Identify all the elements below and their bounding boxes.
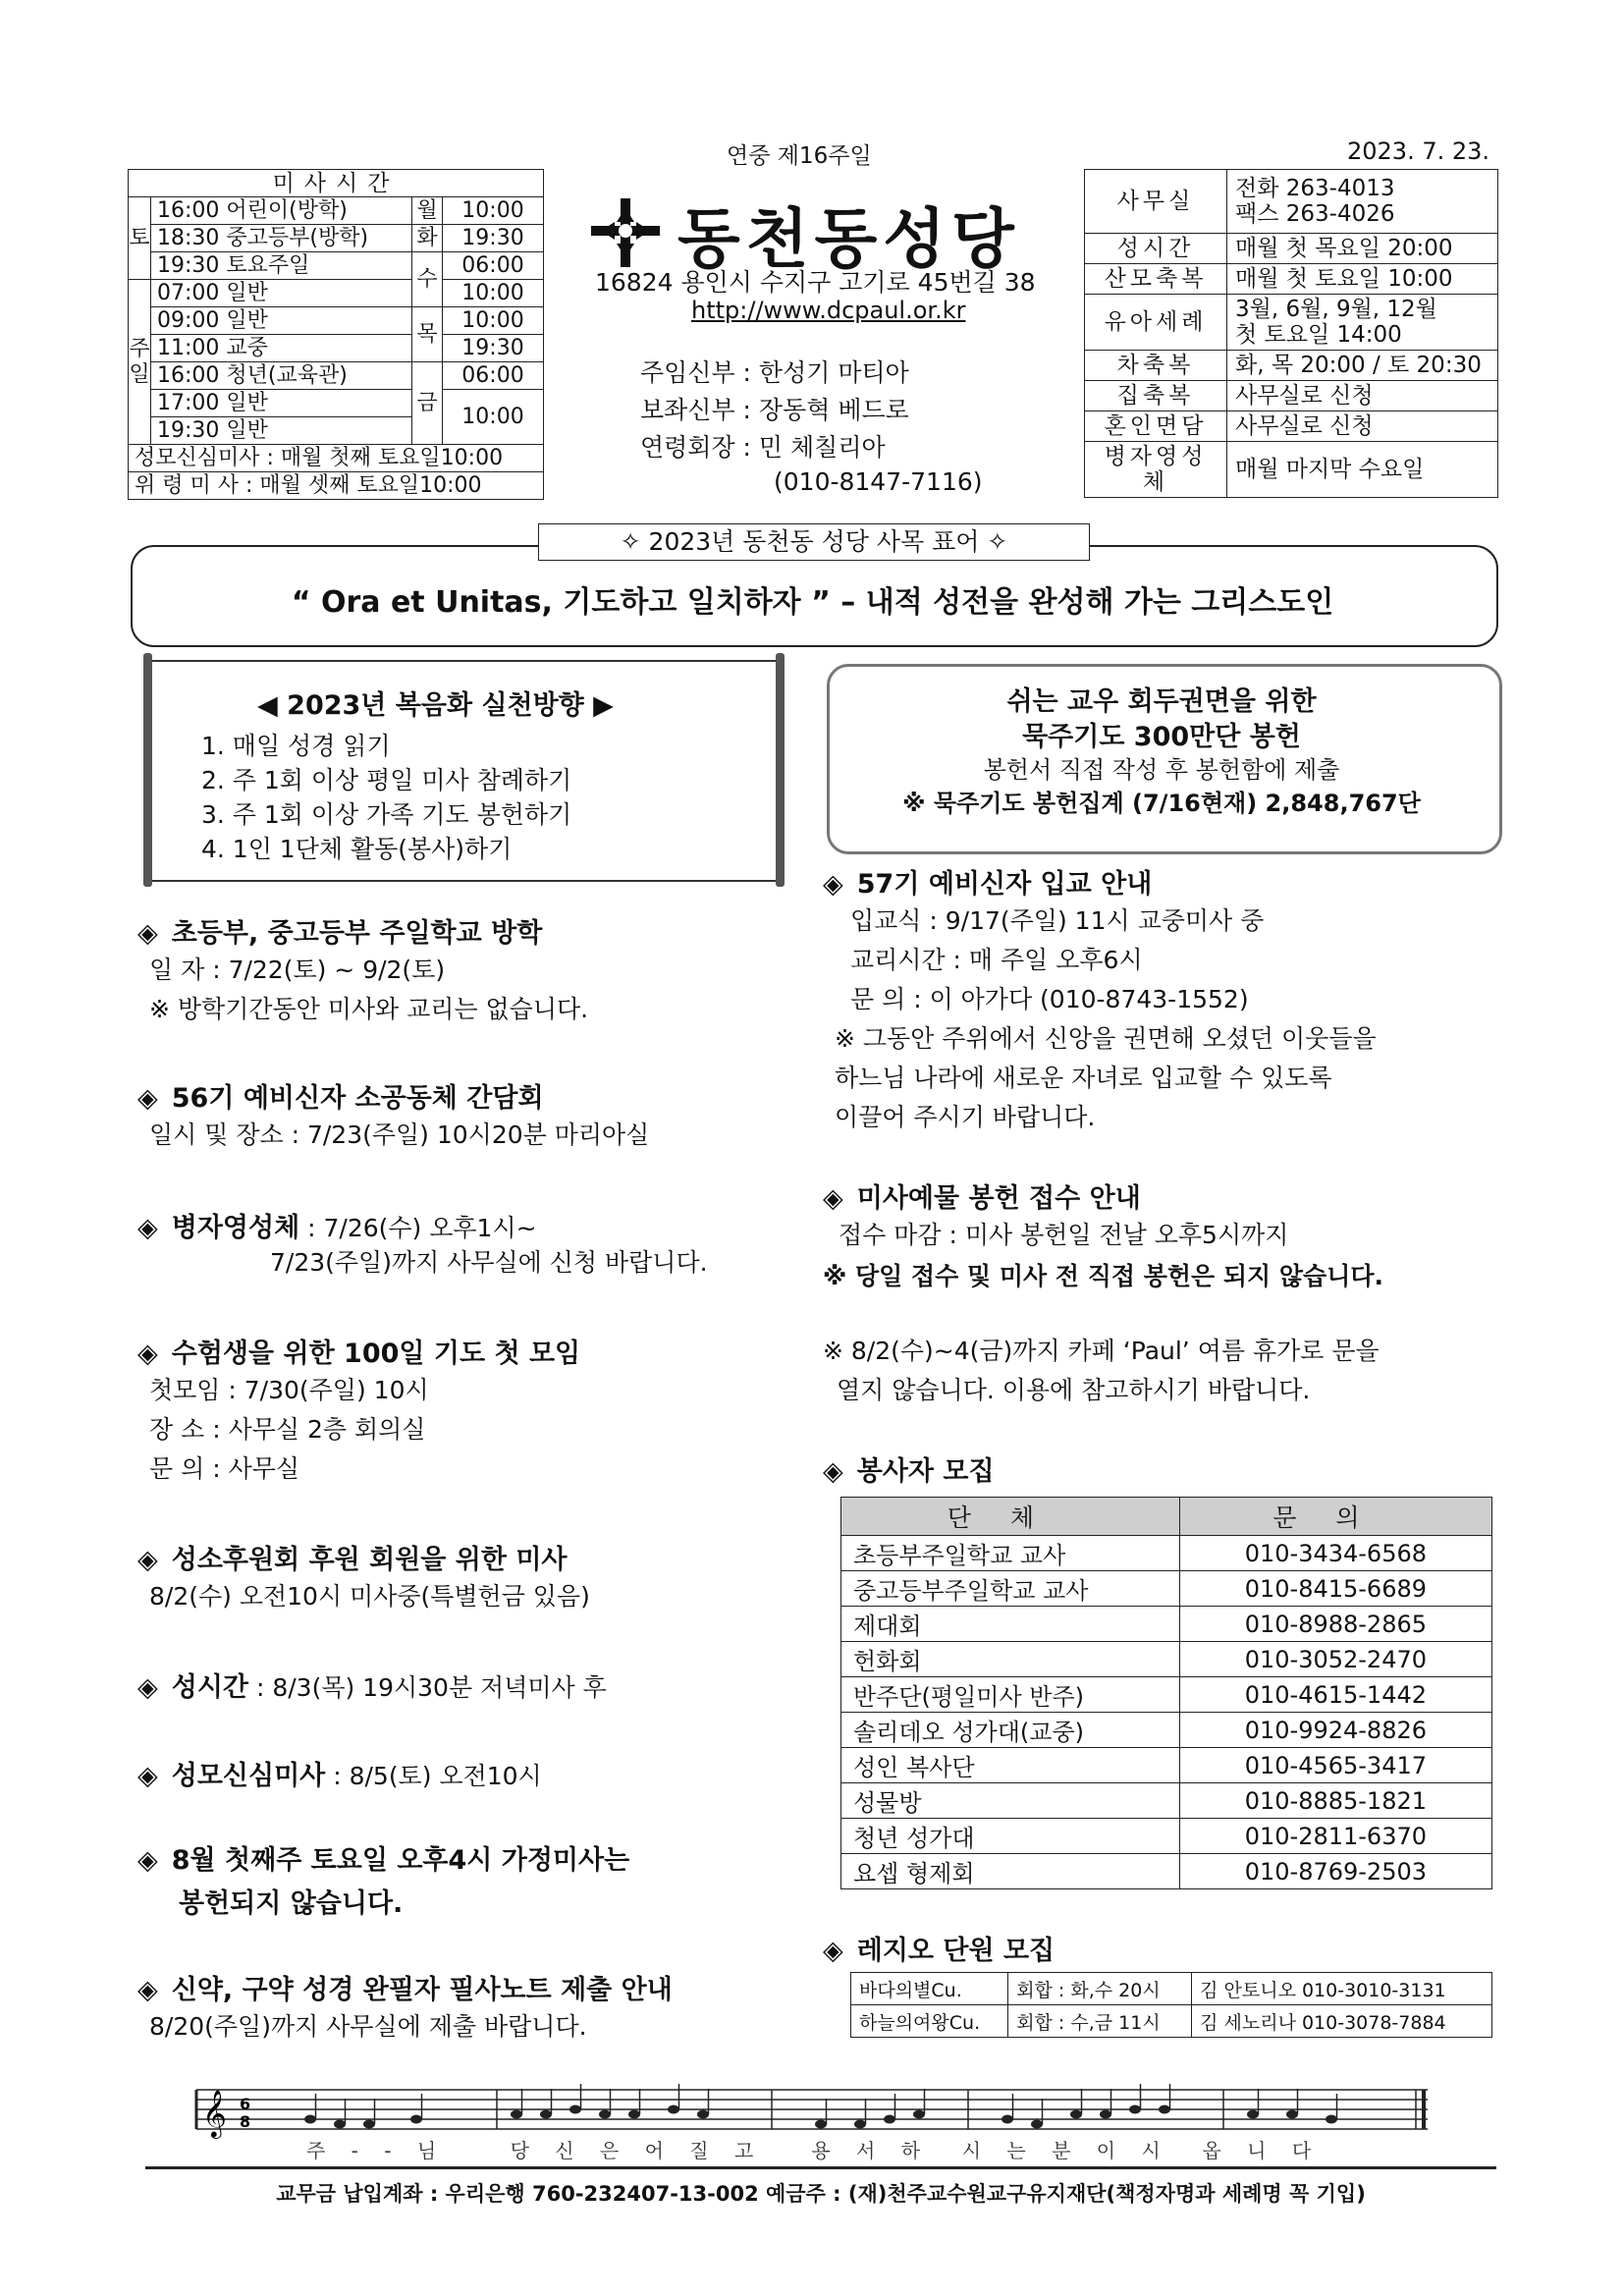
weekday-time: 19:30: [443, 335, 544, 362]
notice-offering-title: ◈ 미사예물 봉헌 접수 안내: [823, 1183, 1141, 1214]
weekday-time: 19:30: [443, 225, 544, 252]
note-head: [1129, 2105, 1141, 2114]
notice-catechumen-entry-title: ◈ 57기 예비신자 입교 안내: [823, 869, 1153, 900]
diamond-icon: ◈: [137, 1761, 158, 1791]
footer-account: 교무금 납입계좌 : 우리은행 760-232407-13-002 예금주 : (재)천주교수원교구유지재단(책정자명과 세례명 꼭 기입): [276, 2182, 1366, 2206]
volunteer-row: [841, 1713, 1492, 1748]
mass-time-name: 16:00 어린이(방학): [151, 197, 412, 225]
notice-holy-hour-title: ◈ 성시간 : 8/3(목) 19시30분 저녁미사 후: [137, 1672, 607, 1703]
volunteer-row: [841, 1748, 1492, 1783]
saturday-label: 토: [129, 197, 151, 280]
note-head: [884, 2115, 895, 2124]
church-name: 동천동성당: [677, 201, 1020, 277]
notice-sick-communion-line-1: 7/23(주일)까지 사무실에 신청 바랍니다.: [270, 1248, 708, 1277]
note-head: [304, 2115, 316, 2124]
diamond-icon: ◈: [137, 1083, 158, 1114]
offering-line-2: ※ 당일 접수 및 미사 전 직접 봉헌은 되지 않습니다.: [823, 1262, 1383, 1290]
motto-text: “ Ora et Unitas, 기도하고 일치하자 ” – 내적 성전을 완성해 가는 그리스도인: [291, 585, 1334, 620]
legio-name: 바다의별Cu.: [851, 1973, 1008, 2005]
scroll-rod-right: [776, 653, 785, 887]
bulletin-date: 2023. 7. 23.: [1347, 137, 1490, 165]
volunteer-row: [841, 1677, 1492, 1713]
weekday-label: 수: [412, 252, 443, 307]
office-row: [1085, 351, 1498, 381]
notice-sick-communion-title: ◈ 병자영성체 : 7/26(수) 오후1시~: [137, 1213, 537, 1243]
note-head: [1100, 2110, 1111, 2119]
volunteer-group: 초등부주일학교 교사: [841, 1536, 1180, 1571]
notice-vocation-mass-line-1: 8/2(수) 오전10시 미사중(특별헌금 있음): [149, 1582, 590, 1611]
note-head: [1159, 2105, 1170, 2114]
volunteer-row: [841, 1819, 1492, 1854]
note-head: [815, 2120, 827, 2129]
volunteer-phone: 010-9924-8826: [1179, 1713, 1491, 1748]
office-row: [1085, 411, 1498, 442]
notice-school-vacation-line-2: ※ 방학기간동안 미사와 교리는 없습니다.: [149, 995, 589, 1023]
mass-row: [129, 307, 544, 335]
notice-school-vacation-line-1: 일 자 : 7/22(토) ~ 9/2(토): [149, 956, 446, 984]
diamond-icon: ◈: [823, 1936, 843, 1966]
office-label: 혼인면담: [1085, 411, 1227, 442]
notice-vocation-mass-title: ◈ 성소후원회 후원 회원을 위한 미사: [137, 1545, 568, 1575]
weekday-time: 10:00: [443, 390, 544, 445]
weekday-time: 06:00: [443, 252, 544, 280]
notice-home-mass-title: ◈ 8월 첫째주 토요일 오후4시 가정미사는: [137, 1845, 630, 1876]
notice-legio-title: ◈ 레지오 단원 모집: [823, 1936, 1056, 1966]
president-phone: (010-8147-7116): [774, 467, 983, 496]
volunteer-row: [841, 1854, 1492, 1889]
volunteer-row: [841, 1571, 1492, 1607]
note-head: [1070, 2110, 1082, 2119]
weekday-time: 10:00: [443, 197, 544, 225]
note-head: [511, 2110, 522, 2119]
assistant-pastor-name: 보좌신부 : 장동혁 베드로: [640, 396, 909, 424]
volunteer-group: 제대회: [841, 1607, 1180, 1642]
legio-row: [851, 1973, 1492, 2005]
notice-catechumen-meeting-line-1: 일시 및 장소 : 7/23(주일) 10시20분 마리아실: [149, 1121, 650, 1149]
diamond-icon: ◈: [137, 1545, 158, 1575]
note-head: [1286, 2110, 1298, 2119]
mass-time-name: 11:00 교중: [151, 335, 412, 362]
motto-title: ✧ 2023년 동천동 성당 사목 표어 ✧: [538, 523, 1090, 561]
office-label: 집축복: [1085, 381, 1227, 411]
notice-volunteer-title: ◈ 봉사자 모집: [823, 1456, 995, 1487]
volunteer-phone: 010-8415-6689: [1179, 1571, 1491, 1607]
diamond-icon: ◈: [137, 1672, 158, 1703]
volunteer-row: [841, 1607, 1492, 1642]
svg-text:6: 6: [240, 2095, 251, 2113]
mass-schedule-table: [128, 169, 544, 500]
church-url[interactable]: http://www.dcpaul.or.kr: [691, 297, 966, 324]
mass-row: [129, 225, 544, 252]
offering-line-1: 접수 마감 : 미사 봉헌일 전날 오후5시까지: [839, 1221, 1289, 1249]
rosary-line-4: ※ 묵주기도 봉헌집계 (7/16현재) 2,848,767단: [902, 790, 1421, 817]
music-lyrics: 주 - - 님 당 신 은 어 질 고 용 서 하 시 는 분 이 시 옵 니 다: [306, 2139, 1322, 2162]
evangel-item-3: 3. 주 1회 이상 가족 기도 봉헌하기: [201, 800, 572, 829]
volunteer-col-group: 단체: [841, 1498, 1180, 1536]
office-row: [1085, 234, 1498, 264]
treble-clef-icon: 𝄞: [202, 2089, 227, 2137]
note-head: [410, 2115, 422, 2124]
office-value: 사무실로 신청: [1227, 411, 1498, 442]
svg-text:8: 8: [240, 2112, 251, 2131]
note-head: [569, 2105, 581, 2114]
notice-school-vacation-title: ◈ 초등부, 중고등부 주일학교 방학: [137, 918, 543, 949]
note-head: [1031, 2120, 1043, 2129]
week-title: 연중 제16주일: [727, 143, 872, 169]
note-head: [599, 2110, 611, 2119]
office-info-table: [1084, 169, 1498, 498]
volunteer-row: [841, 1783, 1492, 1819]
notice-exam-prayer-title: ◈ 수험생을 위한 100일 기도 첫 모임: [137, 1339, 581, 1369]
weekday-time: 10:00: [443, 307, 544, 335]
note-head: [363, 2120, 375, 2129]
catechumen-line-2: 교리시간 : 매 주일 오후6시: [850, 946, 1143, 974]
rosary-line-2: 묵주기도 300만단 봉헌: [1022, 722, 1301, 752]
note-head: [854, 2120, 866, 2129]
notice-marian-mass-title: ◈ 성모신심미사 : 8/5(토) 오전10시: [137, 1761, 542, 1791]
mass-note-2: 위 령 미 사 : 매월 셋째 토요일10:00: [129, 472, 544, 500]
volunteer-phone: 010-8988-2865: [1179, 1607, 1491, 1642]
diamond-icon: ◈: [137, 1975, 158, 2005]
evangel-item-1: 1. 매일 성경 읽기: [201, 732, 391, 760]
office-label: 사무실: [1085, 170, 1227, 234]
note-head: [1326, 2115, 1337, 2124]
diamond-icon: ◈: [137, 1339, 158, 1369]
evangel-item-4: 4. 1인 1단체 활동(봉사)하기: [201, 835, 513, 863]
diamond-icon: ◈: [137, 918, 158, 949]
diamond-icon: ◈: [823, 869, 843, 900]
legio-table: [850, 1972, 1492, 2038]
mass-time-name: 16:00 청년(교육관): [151, 362, 412, 390]
scroll-rod-left: [143, 653, 152, 887]
office-value: 매월 마지막 수요일: [1227, 442, 1498, 498]
office-label: 산모축복: [1085, 264, 1227, 295]
catechumen-line-4: ※ 그동안 주위에서 신앙을 권면해 오셨던 이웃들을: [835, 1024, 1377, 1053]
mass-row: [129, 335, 544, 362]
diamond-icon: ◈: [823, 1456, 843, 1487]
volunteer-phone: 010-8885-1821: [1179, 1783, 1491, 1819]
mass-row: [129, 362, 544, 390]
note-head: [540, 2110, 552, 2119]
mass-row: [129, 197, 544, 225]
note-head: [1247, 2110, 1259, 2119]
mass-time-name: 07:00 일반: [151, 280, 412, 307]
president-name: 연령회장 : 민 체칠리아: [640, 433, 886, 462]
diamond-icon: ◈: [137, 1845, 158, 1876]
weekday-label: 목: [412, 307, 443, 362]
volunteer-phone: 010-3434-6568: [1179, 1536, 1491, 1571]
volunteer-group: 성인 복사단: [841, 1748, 1180, 1783]
diamond-icon: ◈: [137, 1213, 158, 1243]
legio-contact: 김 안토니오 010-3010-3131: [1192, 1973, 1492, 2005]
catechumen-line-5: 하느님 나라에 새로운 자녀로 입교할 수 있도록: [835, 1064, 1332, 1092]
volunteer-phone: 010-8769-2503: [1179, 1854, 1491, 1889]
volunteer-group: 청년 성가대: [841, 1819, 1180, 1854]
note-head: [668, 2105, 679, 2114]
office-label: 성시간: [1085, 234, 1227, 264]
office-row: [1085, 295, 1498, 351]
volunteer-phone: 010-4565-3417: [1179, 1748, 1491, 1783]
legio-meeting: 회합 : 수,금 11시: [1008, 2005, 1192, 2038]
legio-meeting: 회합 : 화,수 20시: [1008, 1973, 1192, 2005]
volunteer-group: 솔리데오 성가대(교중): [841, 1713, 1180, 1748]
note-head: [1001, 2115, 1013, 2124]
office-label: 유아세례: [1085, 295, 1227, 351]
mass-row: [129, 280, 544, 307]
office-value: 매월 첫 목요일 20:00: [1227, 234, 1498, 264]
volunteer-col-contact: 문의: [1179, 1498, 1491, 1536]
rosary-line-1: 쉬는 교우 회두권면을 위한: [1006, 686, 1317, 717]
notice-bible-copy-line-1: 8/20(주일)까지 사무실에 제출 바랍니다.: [149, 2012, 587, 2041]
office-value: 3월, 6월, 9월, 12월 첫 토요일 14:00: [1227, 295, 1498, 351]
catechumen-line-6: 이끌어 주시기 바랍니다.: [835, 1103, 1096, 1131]
notice-catechumen-meeting-title: ◈ 56기 예비신자 소공동체 간담회: [137, 1083, 544, 1114]
sunday-label: 주일: [129, 280, 151, 445]
volunteer-group: 요셉 형제회: [841, 1854, 1180, 1889]
note-head: [913, 2110, 925, 2119]
mass-note-1: 성모신심미사 : 매월 첫째 토요일10:00: [129, 445, 544, 472]
office-label: 차축복: [1085, 351, 1227, 381]
catechumen-line-3: 문 의 : 이 아가다 (010-8743-1552): [850, 985, 1249, 1013]
notice-exam-prayer-line-1: 첫모임 : 7/30(주일) 10시: [149, 1376, 429, 1404]
weekday-label: 월: [412, 197, 443, 225]
note-head: [628, 2110, 640, 2119]
weekday-time: 06:00: [443, 362, 544, 390]
notice-exam-prayer-line-2: 장 소 : 사무실 2층 회의실: [149, 1415, 426, 1444]
mass-time-name: 09:00 일반: [151, 307, 412, 335]
legio-contact: 김 세노리나 010-3078-7884: [1192, 2005, 1492, 2038]
mass-row: [129, 390, 544, 417]
diamond-icon: ◈: [823, 1183, 843, 1214]
office-row: [1085, 442, 1498, 498]
weekday-time: 10:00: [443, 280, 544, 307]
mass-time-name: 19:30 일반: [151, 417, 412, 445]
office-value: 화, 목 20:00 / 토 20:30: [1227, 351, 1498, 381]
mass-time-name: 18:30 중고등부(방학): [151, 225, 412, 252]
office-row: [1085, 264, 1498, 295]
legio-row: [851, 2005, 1492, 2038]
volunteer-group: 성물방: [841, 1783, 1180, 1819]
notice-exam-prayer-line-3: 문 의 : 사무실: [149, 1454, 300, 1483]
legio-name: 하늘의여왕Cu.: [851, 2005, 1008, 2038]
weekday-label: 화: [412, 225, 443, 252]
office-row: [1085, 170, 1498, 234]
cross-logo-icon: [587, 194, 664, 271]
volunteer-table: [840, 1497, 1492, 1889]
notice-home-mass-line-1: 봉헌되지 않습니다.: [179, 1888, 404, 1919]
volunteer-row: [841, 1536, 1492, 1571]
church-address: 16824 용인시 수지구 고기로 45번길 38: [595, 268, 1036, 297]
mass-schedule-title: 미사시간: [129, 170, 544, 197]
evangel-title: ◀ 2023년 복음화 실천방향 ▶: [257, 690, 614, 721]
cafe-line-2: 열지 않습니다. 이용에 참고하시기 바랍니다.: [837, 1376, 1311, 1404]
mass-time-name: 17:00 일반: [151, 390, 412, 417]
note-head: [697, 2110, 709, 2119]
volunteer-phone: 010-2811-6370: [1179, 1819, 1491, 1854]
church-logo: [587, 194, 664, 271]
volunteer-row: [841, 1642, 1492, 1677]
mass-row: [129, 252, 544, 280]
footer-rule: [145, 2166, 1496, 2169]
catechumen-line-1: 입교식 : 9/17(주일) 11시 교중미사 중: [850, 906, 1265, 935]
volunteer-phone: 010-3052-2470: [1179, 1642, 1491, 1677]
cafe-line-1: ※ 8/2(수)~4(금)까지 카페 ‘Paul’ 여름 휴가로 문을: [823, 1337, 1380, 1365]
volunteer-phone: 010-4615-1442: [1179, 1677, 1491, 1713]
weekday-label: 금: [412, 362, 443, 445]
office-label: 병자영성체: [1085, 442, 1227, 498]
note-head: [334, 2120, 346, 2129]
office-value: 사무실로 신청: [1227, 381, 1498, 411]
volunteer-group: 반주단(평일미사 반주): [841, 1677, 1180, 1713]
office-row: [1085, 381, 1498, 411]
office-value: 전화 263-4013 팩스 263-4026: [1227, 170, 1498, 234]
mass-time-name: 19:30 토요주일: [151, 252, 412, 280]
office-value: 매월 첫 토요일 10:00: [1227, 264, 1498, 295]
notice-bible-copy-title: ◈ 신약, 구약 성경 완필자 필사노트 제출 안내: [137, 1975, 673, 2005]
volunteer-group: 중고등부주일학교 교사: [841, 1571, 1180, 1607]
rosary-line-3: 봉헌서 직접 작성 후 봉헌함에 제출: [983, 756, 1340, 784]
evangel-item-2: 2. 주 1회 이상 평일 미사 참례하기: [201, 766, 572, 794]
volunteer-group: 헌화회: [841, 1642, 1180, 1677]
pastor-name: 주임신부 : 한성기 마티아: [640, 358, 909, 387]
